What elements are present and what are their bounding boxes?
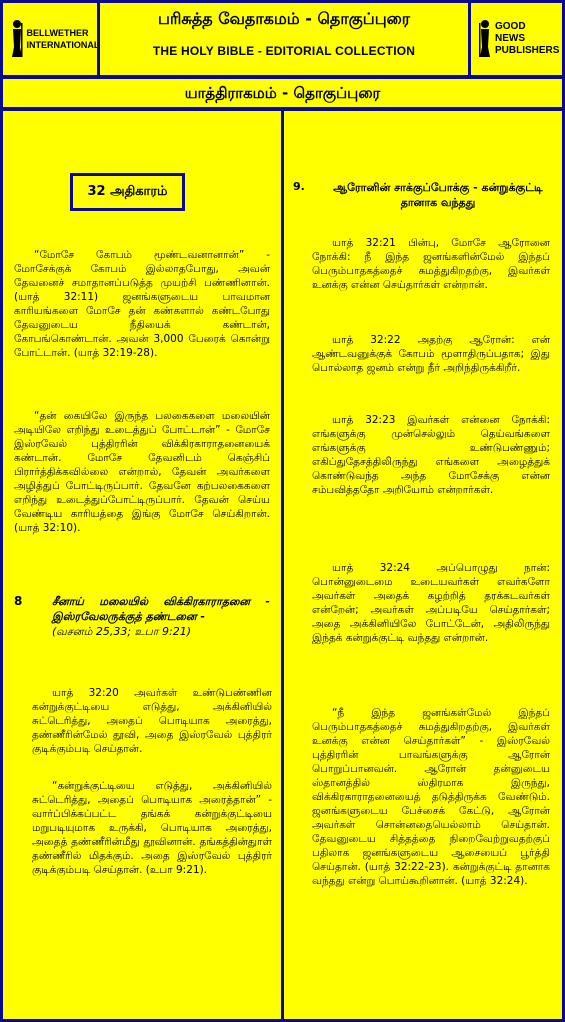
- left-paragraph-3: யாத் 32:20 அவர்கள் உண்டுபண்ணின கன்றுக்குட்டியை எடுத்து, அக்கினியில் சுட்டெரித்து, அதைப் பொடியாக அரைத்து, தண்ணீரின்மேல் தூவி, அதை இஸ்ரவேல் புத்திரர் குடிக்கும்படி செய்தான்.: [32, 687, 272, 755]
- section-8-heading: [52, 594, 270, 639]
- left-paragraph-4: “கன்றுக்குட்டியை எடுத்து, அக்கினியில் சுட்டெரித்து, அதைப் பொடியாக அரைத்தான்” - வார்ப்பிக்கப்பட்ட தங்கக் கன்றுக்குட்டியை மறுபடியுமாக உருக்கி, பொடியாக அரைத்து, அதைத் தண்ணீரின்மீது தூவினான். தங்கத்தின்துாள் தண்ணீரில் மிதக்கும். அதை இஸ்ரவேல் புத்திரர் குடிக்கும்படி செய்தான். (உபா 9:21).: [32, 780, 272, 876]
- title-box: [97, 0, 471, 78]
- left-paragraph-1: “மோசே கோபம் மூண்டவனானான்” - மோசேக்குக் கோபம் இல்லாதபோது, அவன் தேவனைச் சமாதானப்படுத்த முயற்சி பண்ணினான். (யாத் 32:11) ஜனங்களுடைய பாவமான காரியங்களை மோசே தன் கண்களால் கண்டபோது தேவனுடைய நீதியைக் கண்டான், கோபங்கொண்டான். அவன் 3,000 பேரைக் கொன்று போட்டான். (யாத் 32:19-28).: [14, 249, 270, 359]
- right-paragraph-4: யாத் 32:24 அப்பொழுது நான்: பொன்னுடைமை உடையவர்கள் எவர்களோ அவர்கள் அதைக் கழற்றித் தரக்கடவர்கள் என்றேன்; அவர்கள் அப்படியே செய்தார்கள்; அதை அக்கினியிலே போட்டேன், அதிலிருந்து இந்தக் கன்றுக்குட்டி வந்தது என்றான்.: [312, 562, 550, 644]
- bellwether-logo: [10, 19, 100, 59]
- right-paragraph-2: யாத் 32:22 அதற்கு ஆரோன்: என் ஆண்டவனுக்குக் கோபம் மூளாதிருப்பதாக; இது பொல்லாத ஜனம் என்று நீர் அறிந்திருக்கிறீர்.: [312, 334, 550, 374]
- chapter-box: [70, 173, 185, 211]
- right-logo-box: [468, 0, 565, 78]
- section-9-heading: ஆரோனின் சாக்குப்போக்கு - கன்றுக்குட்டி தானாக வந்தது: [333, 181, 543, 209]
- section-8-number: 8: [14, 594, 23, 608]
- right-paragraph-3: யாத் 32:23 இவர்கள் என்னை நோக்கி: எங்களுக்கு முன்செல்லும் தெய்வங்களை எங்களுக்கு உண்டுபண்ணும்; எகிப்துதேசத்திலிருந்து எங்களை அழைத்துக் கொண்டுவந்த அந்த மோசேக்கு என்ன சம்பவித்ததோ அறியோம் என்றார்கள்.: [312, 414, 550, 496]
- section-8-ref: (வசனம் 25,33; உபா 9:21): [52, 625, 192, 638]
- left-paragraph-2: “தன் கையிலே இருந்த பலகைகளை மலையின் அடியிலே எறிந்து உடைத்துப் போட்டான்” - மோசே இஸ்ரவேல் புத்திரரின் விக்கிரகாராதனையைக் கண்டான். மோசே தேவனிடம் கெஞ்சிப் பிரார்த்திக்கவில்லை என்றால், தேவன் அவர்களை அழித்துப் போட்டிருப்பார். தேவனே கற்பலகைகளை எறிந்து உடைத்துப்போட்டிருப்பார். தேவன் செய்ய வேண்டிய காரியத்தை இங்கு மோசே செய்கிறான். (யாத் 32:10).: [14, 410, 270, 534]
- right-paragraph-1: யாத் 32:21 பின்பு, மோசே ஆரோனை நோக்கி: நீ இந்த ஜனங்களின்மேல் இந்தப் பெரும்பாதகத்தைச் சுமத்துகிறதற்கு, இவர்கள் உனக்கு என்ன செய்தார்கள் என்றான்.: [312, 237, 550, 291]
- goodnews-figure-icon: [478, 19, 492, 59]
- section-9-number: 9.: [293, 180, 305, 193]
- left-column: [0, 108, 284, 1022]
- chapter-title: 32 அதிகாரம்: [87, 184, 168, 199]
- left-logo-text: BELLWETHER INTERNATIONAL: [26, 28, 100, 50]
- right-logo-text: GOOD NEWS PUBLISHERS: [495, 21, 560, 56]
- right-paragraph-5: “நீ இந்த ஜனங்கள்மேல் இந்தப் பெரும்பாதகத்தைச் சுமத்துகிறதற்கு, இவர்கள் உனக்கு என்ன செய்தார்கள்” - இஸ்ரவேல் புத்திரரின் பாவங்களுக்கு ஆரோன் பொறுப்பானவன். ஆரோன் தன்னுடைய ஸ்தானத்தில் ஸ்திரமாக இருந்து, விக்கிரகாராதனையைத் தடுத்திருக்க வேண்டும். ஜனங்களுடைய பேச்சைக் கேட்டு, ஆரோன் அவர்கள் சொன்னதையெல்லாம் செய்தான். தேவனுடைய சித்தத்தை நிறைவேற்றுவதற்குப் பதிலாக ஜனங்களுடைய ஆசையைப் பூர்த்தி செய்தான். (யாத் 32:22-23). கன்றுக்குட்டி தானாக வந்தது என்று பொய்கூறினான். (யாத் 32:24).: [312, 707, 550, 887]
- book-title: [0, 76, 565, 110]
- left-logo-box: [0, 0, 100, 78]
- title-tamil: பரிசுத்த வேதாகமம் - தொகுப்புரை: [157, 9, 411, 28]
- bellwether-figure-icon: [10, 19, 24, 59]
- section-8-heading-text: சீனாய் மலையில் விக்கிரகாராதனை - இஸ்ரவேலருக்குத் தண்டனை -: [52, 595, 270, 623]
- goodnews-logo: [478, 19, 560, 59]
- title-english: THE HOLY BIBLE - EDITORIAL COLLECTION: [152, 44, 416, 58]
- book-title-text: யாத்திராகமம் - தொகுப்புரை: [184, 84, 381, 102]
